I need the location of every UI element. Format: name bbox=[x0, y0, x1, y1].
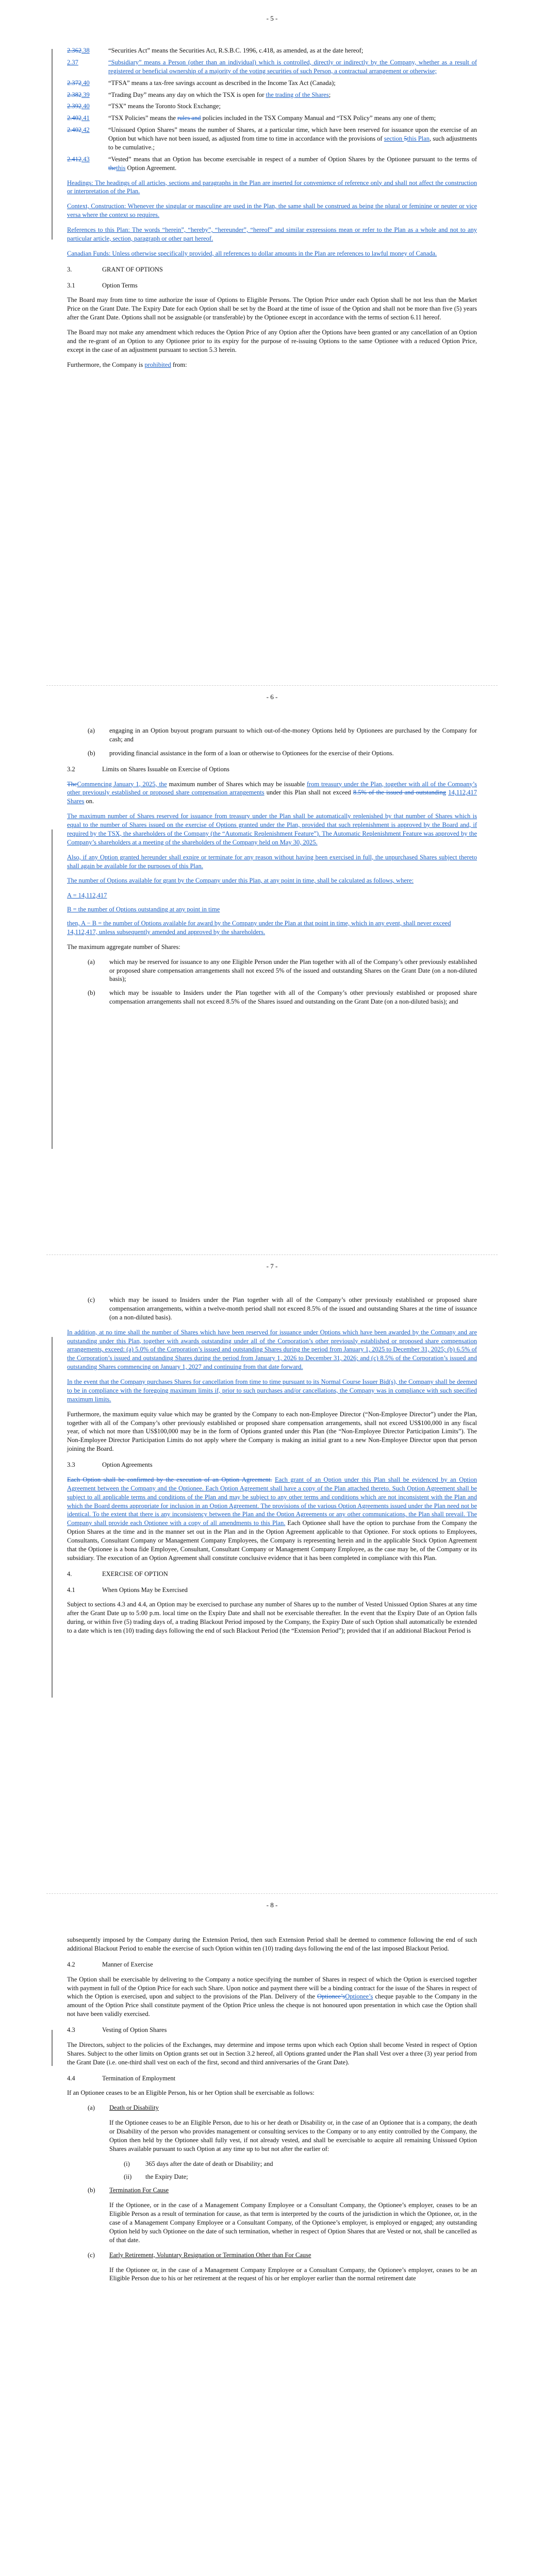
maximum-aggregate-intro: The maximum aggregate number of Shares: bbox=[67, 943, 180, 951]
termination-item-i: (i) 365 days after the date of death or Disability; and bbox=[124, 2160, 273, 2167]
termination-intro: If an Optionee ceases to be an Eligible Person, his or her Option shall be exercisable as follows: bbox=[67, 2089, 315, 2097]
page-8-content bbox=[67, 1929, 477, 2289]
expired-options-paragraph: Also, if any Option granted hereunder shall expire or terminate for any reason without having been exercised in full, the unpurchased Shares subject thereto shall again be available for the purposes of this Plan. bbox=[67, 853, 477, 870]
option-price-amendment-paragraph: The Board may not make any amendment which reduces the Option Price of any Option after the Options have been granted or any cancellation of an Option and the re-grant of an Option to any Optionee prior to its expiry for the purpose of re-issuing Options to the same Optionee with a reduced Option Price, except in the case of an adjustment pursuant to section 5.3 herein. bbox=[67, 329, 477, 353]
option-terms-paragraph: The Board may from time to time authorize the issue of Options to Eligible Persons. The Option Price under each Option shall be not less than the Market Price on the Grant Date. The Expiry Date for each Option shall be set by the Board at the time of issue of the Option and shall not be more than five (5) years after the Grant Date. Options shall not be assignable (or transferable) by the Optionee except in accordance with the terms of section 6.11 hereof. bbox=[67, 296, 477, 321]
definition-tsx: 2.392.40 “TSX” means the Toronto Stock Exchange; bbox=[67, 103, 221, 110]
definition-securities-act: 2.362.38 “Securities Act” means the Securities Act, R.S.B.C. 1996, c.418, as amended, as at the date hereof; bbox=[67, 47, 364, 54]
definition-tfsa: 2.372.40 “TFSA” means a tax-free savings account as described in the Income Tax Act (Canada); bbox=[67, 79, 336, 87]
interpretation-canadian-funds: Canadian Funds: Unless otherwise specifically provided, all references to dollar amounts in the Plan are references to lawful money of Canada. bbox=[67, 249, 437, 257]
prohibition-item-a: (a) engaging in an Option buyout program pursuant to which out-of-the-money Options held by Optionees are purchased by the Company for cash; and bbox=[88, 727, 477, 743]
page-7-content bbox=[67, 1291, 477, 1641]
definition-unissued-option-shares: 2.402.42 “Unissued Option Shares” means the number of Shares, at a particular time, which have been reserved for issuance upon the exercise of an Option but which have not been issued, as adjusted from time to time in accordance with the provisions of section 5this Plan, such adjustments to be cumulative.; bbox=[67, 126, 477, 151]
maximum-item-b: (b) which may be issuable to Insiders under the Plan together with all of the Company’s other previously established or proposed share compensation arrangements shall not exceed 8.5% of the Shares issued and outstanding on the Grant Date (on a non-diluted basis); and bbox=[88, 989, 477, 1006]
page-break bbox=[46, 1893, 498, 1894]
section-4-1-heading: 4.1 When Options May be Exercised bbox=[67, 1586, 188, 1594]
section-4-4-heading: 4.4 Termination of Employment bbox=[67, 2074, 176, 2082]
phased-limits-paragraph: In addition, at no time shall the number of Shares which have been reserved for issuance under Options which have been awarded by the Company and are outstanding under this Plan, together with awards outstanding under all of the Corporation’s other previously established or proposed share compensation arrangements, exceed: (a) 5.0% of the Corporation’s issued and outstanding Shares during the period from January 1, 2025 to December 31, 2025; (b) 6.5% of the Corporation’s issued and outstanding Shares during the period from January 1, 2026 to December 31, 2026; and (c) 8.5% of the Corporation’s issued and outstanding Shares commencing on January 1, 2027 and continuing from that date forward. bbox=[67, 1328, 477, 1371]
options-available-paragraph: The number of Options available for grant by the Company under this Plan, at any point in time, shall be calculated as follows, where: bbox=[67, 877, 414, 885]
definition-subsidiary: 2.37 “Subsidiary” means a Person (other than an individual) which is controlled, directly or indirectly by the Company, whether as a result of registered or beneficial ownership of a majority of the voting securities of such Person, a contractual arrangement or otherwise; bbox=[67, 58, 477, 75]
page-break bbox=[46, 685, 498, 686]
interpretation-context: Context, Construction: Whenever the singular or masculine are used in the Plan, the same shall be construed as being the plural or feminine or neuter or vice versa where the context so requires. bbox=[67, 202, 477, 219]
page-number: - 6 - bbox=[266, 693, 278, 701]
extension-period-paragraph: subsequently imposed by the Company during the Extension Period, then such Extension Period shall be deemed to commence following the end of such additional Blackout Period to enable the exercise of such Option within ten (10) trading days following the end of the last imposed Blackout Period. bbox=[67, 1936, 477, 1952]
termination-item-b-heading: (b) Termination For Cause bbox=[88, 2187, 169, 2194]
formula-result: then, A − B = the number of Options available for award by the Company under the Plan at that point in time, which in any event, shall never exceed 14,112,417, unless subsequently amended and approved by the shareholders. bbox=[67, 920, 451, 936]
termination-item-ii: (ii) the Expiry Date; bbox=[124, 2173, 188, 2180]
option-agreements-paragraph: Each Option shall be confirmed by the execution of an Option Agreement. Each grant of an Option under this Plan shall be evidenced by an Option Agreement between the Company and the Optionee. Each Option Agreement shall have a copy of the Plan attached thereto. Such Option Agreement shall be subject to all applicable terms and conditions of the Plan and may be subject to any other terms and conditions which are not inconsistent with the Plan and which the Board deems appropriate for inclusion in an Option Agreement. The provisions of the various Option Agreements issued under the Plan need not be identical. To the extent that there is any inconsistency between the Plan and the Option Agreements or any other communications, the Plan shall prevail. The Company shall provide each Optionee with a copy of all amendments to this Plan. Each Optionee shall have the option to purchase from the Company the Option Shares at the time and in the manner set out in the Plan and in the Option Agreement applicable to that Optionee. For stock options to Employees, Consultants, Consultant Company or Management Company Employees, the Company is representing herein and in the applicable Stock Option Agreement that the Optionee is a bona fide Employee, Consultant, Consultant Company or Management Company Employee, as the case may be, of the Company or its subsidiary. The execution of an Option Agreement shall constitute conclusive evidence that it has been completed in compliance with this Plan. bbox=[67, 1476, 477, 1562]
definition-trading-day: 2.382.39 “Trading Day” means any day on which the TSX is open for the trading of the Shares; bbox=[67, 91, 331, 98]
change-bar bbox=[52, 49, 53, 240]
section-4-heading: 4. EXERCISE OF OPTION bbox=[67, 1570, 168, 1578]
maximum-shares-paragraph: TheCommencing January 1, 2025, the maximum number of Shares which may be issuable from treasury under the Plan, together with all of the Company’s other previously established or proposed share compensation arrangements under this Plan shall not exceed 8.5% of the issued and outstanding 14,112,417 Shares on. bbox=[67, 780, 477, 805]
early-retirement-paragraph: If the Optionee or, in the case of a Management Company Employee or a Consultant Company, the Optionee’s employer, ceases to be an Eligible Person due to his or her retirement at the request of his or her employer earlier than the normal retirement date bbox=[109, 2266, 477, 2282]
page-number: - 8 - bbox=[266, 1901, 278, 1909]
formula-b: B = the number of Options outstanding at any point in time bbox=[67, 906, 220, 913]
when-exercised-paragraph: Subject to sections 4.3 and 4.4, an Option may be exercised to purchase any number of Shares up to the number of Vested Unissued Option Shares at any time after the Grant Date up to 5:00 p.m. local time on the Expiry Date and shall not be exercisable thereafter. In the event that the Expiry Date of an Option falls during, or within five (5) trading days of, a trading Blackout Period imposed by the Company, the Expiry Date of such Option shall automatically be extended to a date which is ten (10) trading days following the end of such Blackout Period (the “Extension Period”); provided that if an additional Blackout Period is bbox=[67, 1601, 477, 1634]
prohibition-paragraph: Furthermore, the Company is prohibited from: bbox=[67, 361, 187, 368]
death-disability-paragraph: If the Optionee ceases to be an Eligible Person, due to his or her death or Disability or, in the case of an Optionee that is a company, the death or Disability of the person who provides management or consulting services to the Company or to any entity controlled by the Company, the Option then held by the Optionee shall fully vest, if not already vested, and shall be exercisable to acquire all remaining Unissued Option Shares available pursuant to such Option at any time up to but not after the earlier of: bbox=[109, 2119, 477, 2153]
termination-item-a-heading: (a) Death or Disability bbox=[88, 2104, 159, 2112]
maximum-item-a: (a) which may be reserved for issuance to any one Eligible Person under the Plan together with all of the Company’s other previously established or proposed share compensation arrangements shall not exceed 5% of the issued and outstanding Shares on the Grant Date (on a non-diluted basis); bbox=[88, 958, 477, 983]
page-number: - 5 - bbox=[266, 14, 278, 22]
section-4-2-heading: 4.2 Manner of Exercise bbox=[67, 1960, 153, 1968]
maximum-item-c: (c) which may be issued to Insiders under the Plan together with all of the Company’s other previously established or proposed share compensation arrangements, within a twelve-month period shall not exceed 8.5% of the issued and outstanding Shares at the time of issuance (on a non-diluted basis). bbox=[88, 1296, 477, 1321]
interpretation-headings: Headings: The headings of all articles, sections and paragraphs in the Plan are inserted for convenience of reference only and shall not affect the construction or interpretation of the Plan. bbox=[67, 179, 477, 195]
non-employee-director-paragraph: Furthermore, the maximum equity value which may be granted by the Company to each non-Employee Director (“Non-Employee Director”) under the Plan, together with all of the Company’s other previously established or proposed share compensation arrangements, shall not exceed US$100,000 in any fiscal year, of which not more than US$100,000 may be in the form of Options granted under this Plan (the “Non-Employee Director Participation Limits”). The Non-Employee Director Participation Limits do not apply where the Company is making an initial grant to a new Non-Employee Director upon that person joining the Board. bbox=[67, 1410, 477, 1453]
issuer-bid-paragraph: In the event that the Company purchases Shares for cancellation from time to time pursuant to its Normal Course Issuer Bid(s), the Company shall be deemed to be in compliance with the foregoing maximum limits if, prior to such purchases and/or cancellations, the Company was in compliance with such specified maximum limits. bbox=[67, 1378, 477, 1403]
prohibition-item-b: (b) providing financial assistance in the form of a loan or otherwise to Optionees for the exercise of their Options. bbox=[88, 749, 394, 757]
vesting-paragraph: The Directors, subject to the policies of the Exchanges, may determine and impose terms upon which each Option shall become Vested in respect of Option Shares. Subject to the other limits on Option grants set out in Section 3.2 hereof, all Options granted under the Plan shall Vest over a three (3) year period from the Grant Date (i.e. one-third shall vest on each of the first, second and third anniversaries of the Grant Date). bbox=[67, 2041, 477, 2066]
page-6-content bbox=[67, 721, 477, 1011]
manner-of-exercise-paragraph: The Option shall be exercisable by delivering to the Company a notice specifying the number of Shares in respect of which the Option is exercised together with payment in full of the Option Price for each such Share. Upon notice and payment there will be a binding contract for the issue of the Shares in respect of which the Option is exercised, upon and subject to the provisions of the Plan. Delivery of the Optionee’sOptionee’s cheque payable to the Company in the amount of the Option Price shall constitute payment of the Option Price unless the cheque is not honoured upon presentation in which case the Option shall not have been validly exercised. bbox=[67, 1975, 477, 2018]
section-3-3-heading: 3.3 Option Agreements bbox=[67, 1461, 153, 1468]
interpretation-references: References to this Plan: The words “herein”, “hereby”, “hereunder”, “hereof” and similar expressions mean or refer to the Plan as a whole and not to any particular article, section, paragraph or other part hereof. bbox=[67, 226, 477, 242]
termination-for-cause-paragraph: If the Optionee, or in the case of a Management Company Employee or a Consultant Company, the Optionee’s employer, ceases to be an Eligible Person as a result of termination for cause, as that term is interpreted by the courts of the jurisdiction in which the Optionee, or, in the case of a Management Company Employee or a Consultant Company, of the Optionee’s employer, is employed or engaged; any outstanding Option held by such Optionee on the date of such termination, whether in respect of Option Shares that are Vested or not, shall be cancelled as of that date. bbox=[109, 2201, 477, 2244]
formula-a: A = 14,112,417 bbox=[67, 892, 107, 900]
section-4-3-heading: 4.3 Vesting of Option Shares bbox=[67, 2026, 167, 2033]
change-bar bbox=[52, 2030, 53, 2066]
definitions-list bbox=[67, 46, 477, 376]
change-bar bbox=[52, 829, 53, 1149]
definition-vested: 2.412.43 “Vested” means that an Option has become exercisable in respect of a number of Option Shares by the Optionee pursuant to the terms of thethis Option Agreement. bbox=[67, 155, 477, 172]
section-3-heading: 3. GRANT OF OPTIONS bbox=[67, 265, 163, 273]
definition-tsx-policies: 2.402.41 “TSX Policies” means the rules and policies included in the TSX Company Manual and “TSX Policy” means any one of them; bbox=[67, 114, 436, 122]
section-3-1-heading: 3.1 Option Terms bbox=[67, 281, 138, 289]
change-bar bbox=[52, 1337, 53, 1698]
automatic-replenishment-paragraph: The maximum number of Shares reserved for issuance from treasury under the Plan shall be automatically replenished by that number of Shares which is equal to the number of Shares issued on the exercise of Options granted under the Plan, provided that such replenishment is approved by the Board and, if required by the TSX, the shareholders of the Company (the “Automatic Replenishment Feature”). The Automatic Replenishment Feature was approved by the Company’s shareholders at a meeting of the shareholders of the Company held on May 30, 2025. bbox=[67, 812, 477, 846]
page-number: - 7 - bbox=[266, 1262, 278, 1270]
section-3-2-heading: 3.2 Limits on Shares Issuable on Exercise of Options bbox=[67, 765, 229, 773]
termination-item-c-heading: (c) Early Retirement, Voluntary Resignation or Termination Other than For Cause bbox=[88, 2251, 311, 2259]
